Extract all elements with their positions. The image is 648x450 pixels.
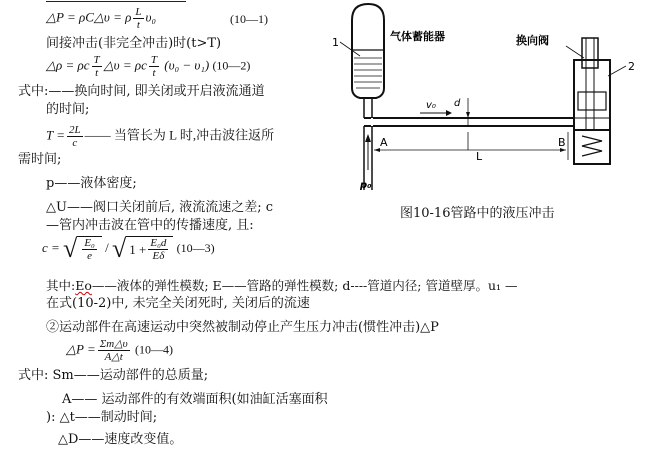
radical-sign-1: √: [63, 234, 78, 263]
brake-time-def: ): △t——制动时间;: [46, 410, 158, 425]
indirect-heading: 间接冲击(非完全冲击)时(t>T): [46, 36, 222, 51]
parameters-line: [46, 278, 518, 294]
eq4-frac1-numerator: E₀: [84, 237, 95, 249]
eq3-tail: —— 当管长为 L 时,: [84, 127, 197, 143]
velocity-diff-def: △U——阀口关闭前后, 液流流速之差; c: [46, 200, 274, 215]
eq2-fraction-1: [92, 54, 102, 79]
eq2-frac1-denominator: t: [95, 67, 99, 79]
eq1-tail: υ₀: [145, 9, 156, 25]
hydraulic-shock-diagram: [330, 0, 648, 235]
point-a-label: A: [380, 136, 388, 149]
eq4-lhs: c =: [42, 239, 60, 255]
eq2-tail: (υ₀ − υ₁): [164, 57, 210, 73]
top-rule: [46, 1, 186, 2]
division-slash: /: [105, 239, 109, 255]
eq2-mid: △υ = ρc: [103, 57, 147, 73]
equation-10-2: [46, 54, 250, 79]
radicand-1: [77, 236, 102, 262]
directional-valve: [574, 38, 610, 164]
eq5-lhs: △P =: [66, 341, 96, 357]
label-1: 1: [332, 36, 339, 49]
radicand-2: [126, 236, 173, 262]
figure-caption: 图10-16管路中的液压冲击: [400, 206, 555, 221]
eq3-frac-denominator: c: [72, 137, 78, 149]
eq4-fraction-2: [148, 237, 168, 262]
sqrt-outer: [63, 236, 102, 262]
equation-10-4-number: (10—4): [134, 342, 173, 357]
eq3-rest: 冲击波往返所: [196, 127, 275, 143]
equation-10-2-number: (10—2): [212, 58, 251, 73]
eq5-fraction: [98, 338, 130, 363]
flow-arrow-head: [446, 110, 452, 116]
eq3-fraction: [67, 124, 83, 149]
pipe: [364, 118, 574, 190]
accumulator-label: 气体蓄能器: [390, 30, 445, 43]
where-switch-time-cont: 的时间;: [46, 102, 90, 117]
eq1-fraction: [133, 6, 143, 31]
density-def: p——液体密度;: [46, 176, 137, 191]
label-2: 2: [628, 60, 635, 73]
eq4-frac1-denominator: e: [87, 250, 93, 262]
eq4-frac2-denominator: Eδ: [152, 250, 165, 262]
area-def: A—— 运动部件的有效端面积(如油缸活塞面积: [62, 392, 328, 407]
parameters-rest: ——液体的弹性模数; E——管路的弹性模数; d----管道内径; 管道壁厚。u₁ —: [91, 278, 518, 293]
velocity-label: v₀: [426, 100, 436, 111]
eq1-frac-numerator: L: [135, 6, 142, 18]
gas-accumulator: [352, 4, 384, 118]
formula-note: 在式(10-2)中, 未完全关闭死时, 关闭后的流速: [46, 296, 310, 311]
parameters-prefix: 其中:: [46, 278, 76, 293]
eq2-frac2-numerator: T: [150, 54, 158, 66]
eq2-frac2-denominator: t: [152, 67, 156, 79]
eq3-frac-numerator: 2L: [69, 124, 81, 136]
length-arrow-left: [374, 148, 380, 152]
length-label: L: [476, 150, 483, 163]
eq2-lhs: △ρ = ρc: [46, 57, 90, 73]
eq4-frac2-numerator: E₀d: [150, 237, 167, 249]
parameters-eo: Eo: [75, 278, 92, 293]
equation-10-3-number: (10—3): [176, 240, 215, 255]
equation-10-1-number: (10—1): [230, 12, 268, 26]
equation-10-4: [66, 338, 173, 363]
eq2-frac1-numerator: T: [93, 54, 100, 66]
equation-10-3: [42, 236, 215, 262]
point-b-label: B: [558, 136, 566, 149]
mass-def: 式中: Sm——运动部件的总质量;: [18, 368, 209, 383]
eq2-fraction-2: [149, 54, 159, 79]
equation-period: [46, 124, 274, 149]
valve-label: 换向阀: [516, 34, 549, 47]
item-2-heading: ②运动部件在高速运动中突然被制动停止产生压力冲击(惯性冲击)△P: [46, 320, 439, 335]
supply-arrow-head: [365, 134, 371, 142]
speed-change-def: △D——速度改变值。: [58, 432, 183, 447]
pressure-label: p₀: [360, 180, 372, 191]
eq5-frac-denominator: A△t: [104, 351, 123, 363]
where-switch-time: 式中:——换向时间, 即关闭或开启液流通道: [18, 84, 265, 99]
need-time: 需时间;: [18, 152, 62, 167]
eq4-fraction-1: [82, 237, 97, 262]
eq5-frac-numerator: Σm△υ: [99, 338, 128, 350]
wave-speed-def: —管内冲击波在管中的传播速度, 且:: [46, 218, 254, 233]
sqrt-inner: [112, 236, 173, 262]
equation-10-1: [46, 6, 156, 31]
diameter-label: d: [454, 98, 461, 109]
radical-sign-2: √: [112, 234, 127, 263]
eq4-one-plus: 1 +: [129, 241, 147, 257]
eq3-lhs: T =: [46, 127, 66, 143]
label-1-leader: [340, 42, 360, 56]
eq1-lhs: △P = ρC△υ = ρ: [46, 9, 132, 25]
eq1-frac-denominator: t: [136, 19, 140, 31]
